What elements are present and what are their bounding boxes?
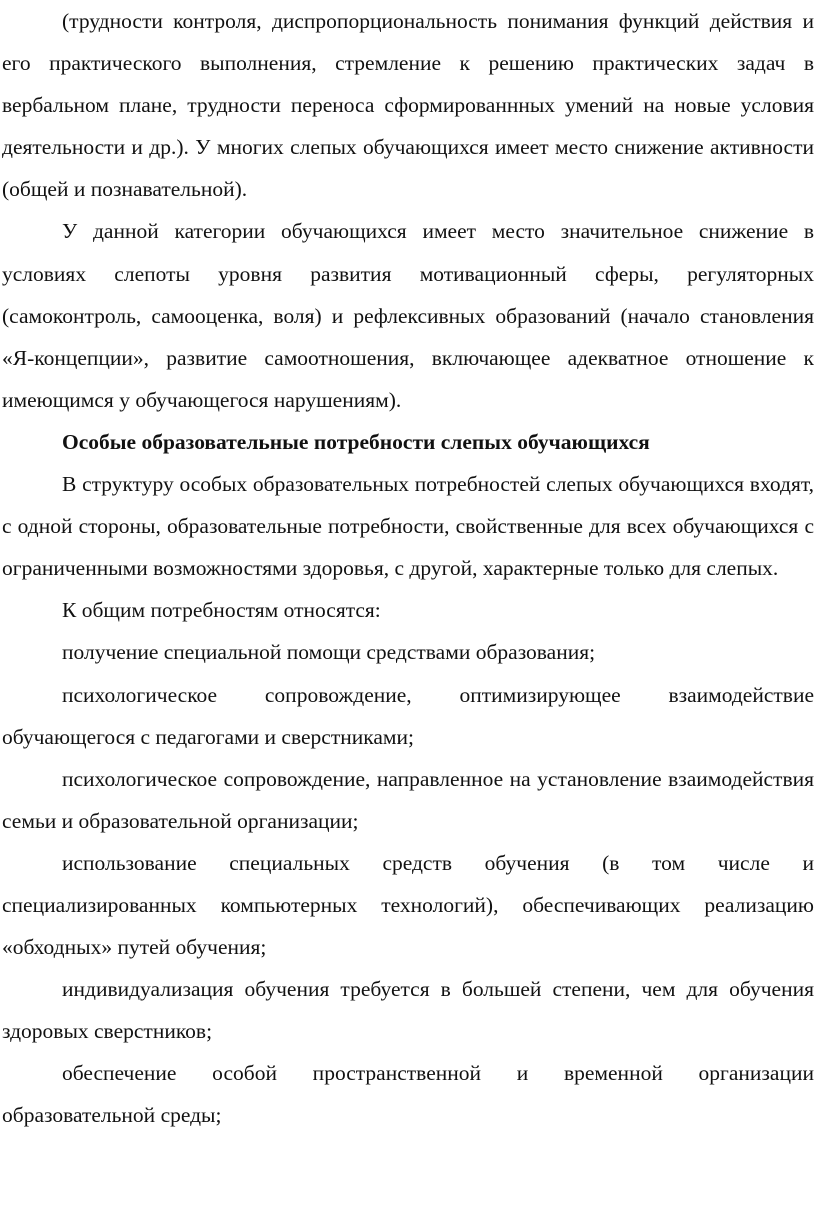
list-item-individualization: индивидуализация обучения требуется в большей степени, чем для обучения здоровых сверстников; <box>2 977 814 1044</box>
list-item-spatial-organization: обеспечение особой пространственной и временной организации образовательной среды; <box>2 1061 814 1128</box>
paragraph-continuation: (трудности контроля, диспропорциональность понимания функций действия и его практического выполнения, стремление к решению практических задач в вербальном плане, трудности переноса сформированнных умений на новые условия деятельности и др.). У многих слепых обучающихся имеет место снижение активности (общей и познавательной). <box>2 9 814 202</box>
paragraph-motivation: У данной категории обучающихся имеет место значительное снижение в условиях слепоты уровня развития мотивационный сферы, регуляторных (самоконтроль, самооценка, воля) и рефлексивных образований (начало становления «Я-концепции», развитие самоотношения, включающее адекватное отношение к имеющимся у обучающегося нарушениям). <box>2 219 814 412</box>
paragraph-general-needs-intro: К общим потребностям относятся: <box>62 598 381 623</box>
paragraph-structure: В структуру особых образовательных потребностей слепых обучающихся входят, с одной стороны, образовательные потребности, свойственные для всех обучающихся с ограниченными возможностями здоровья, с другой, характерные только для слепых. <box>2 472 814 581</box>
section-heading: Особые образовательные потребности слепых обучающихся <box>62 429 650 454</box>
list-item-psych-support-peers: психологическое сопровождение, оптимизирующее взаимодействие обучающегося с педагогами и сверстниками; <box>2 682 814 749</box>
list-item-psych-support-family: психологическое сопровождение, направленное на установление взаимодействия семьи и образовательной организации; <box>2 766 814 833</box>
list-item-special-tools: использование специальных средств обучения (в том числе и специализированных компьютерных технологий), обеспечивающих реализацию «обходных» путей обучения; <box>2 850 814 960</box>
list-item-special-help: получение специальной помощи средствами образования; <box>62 640 596 665</box>
